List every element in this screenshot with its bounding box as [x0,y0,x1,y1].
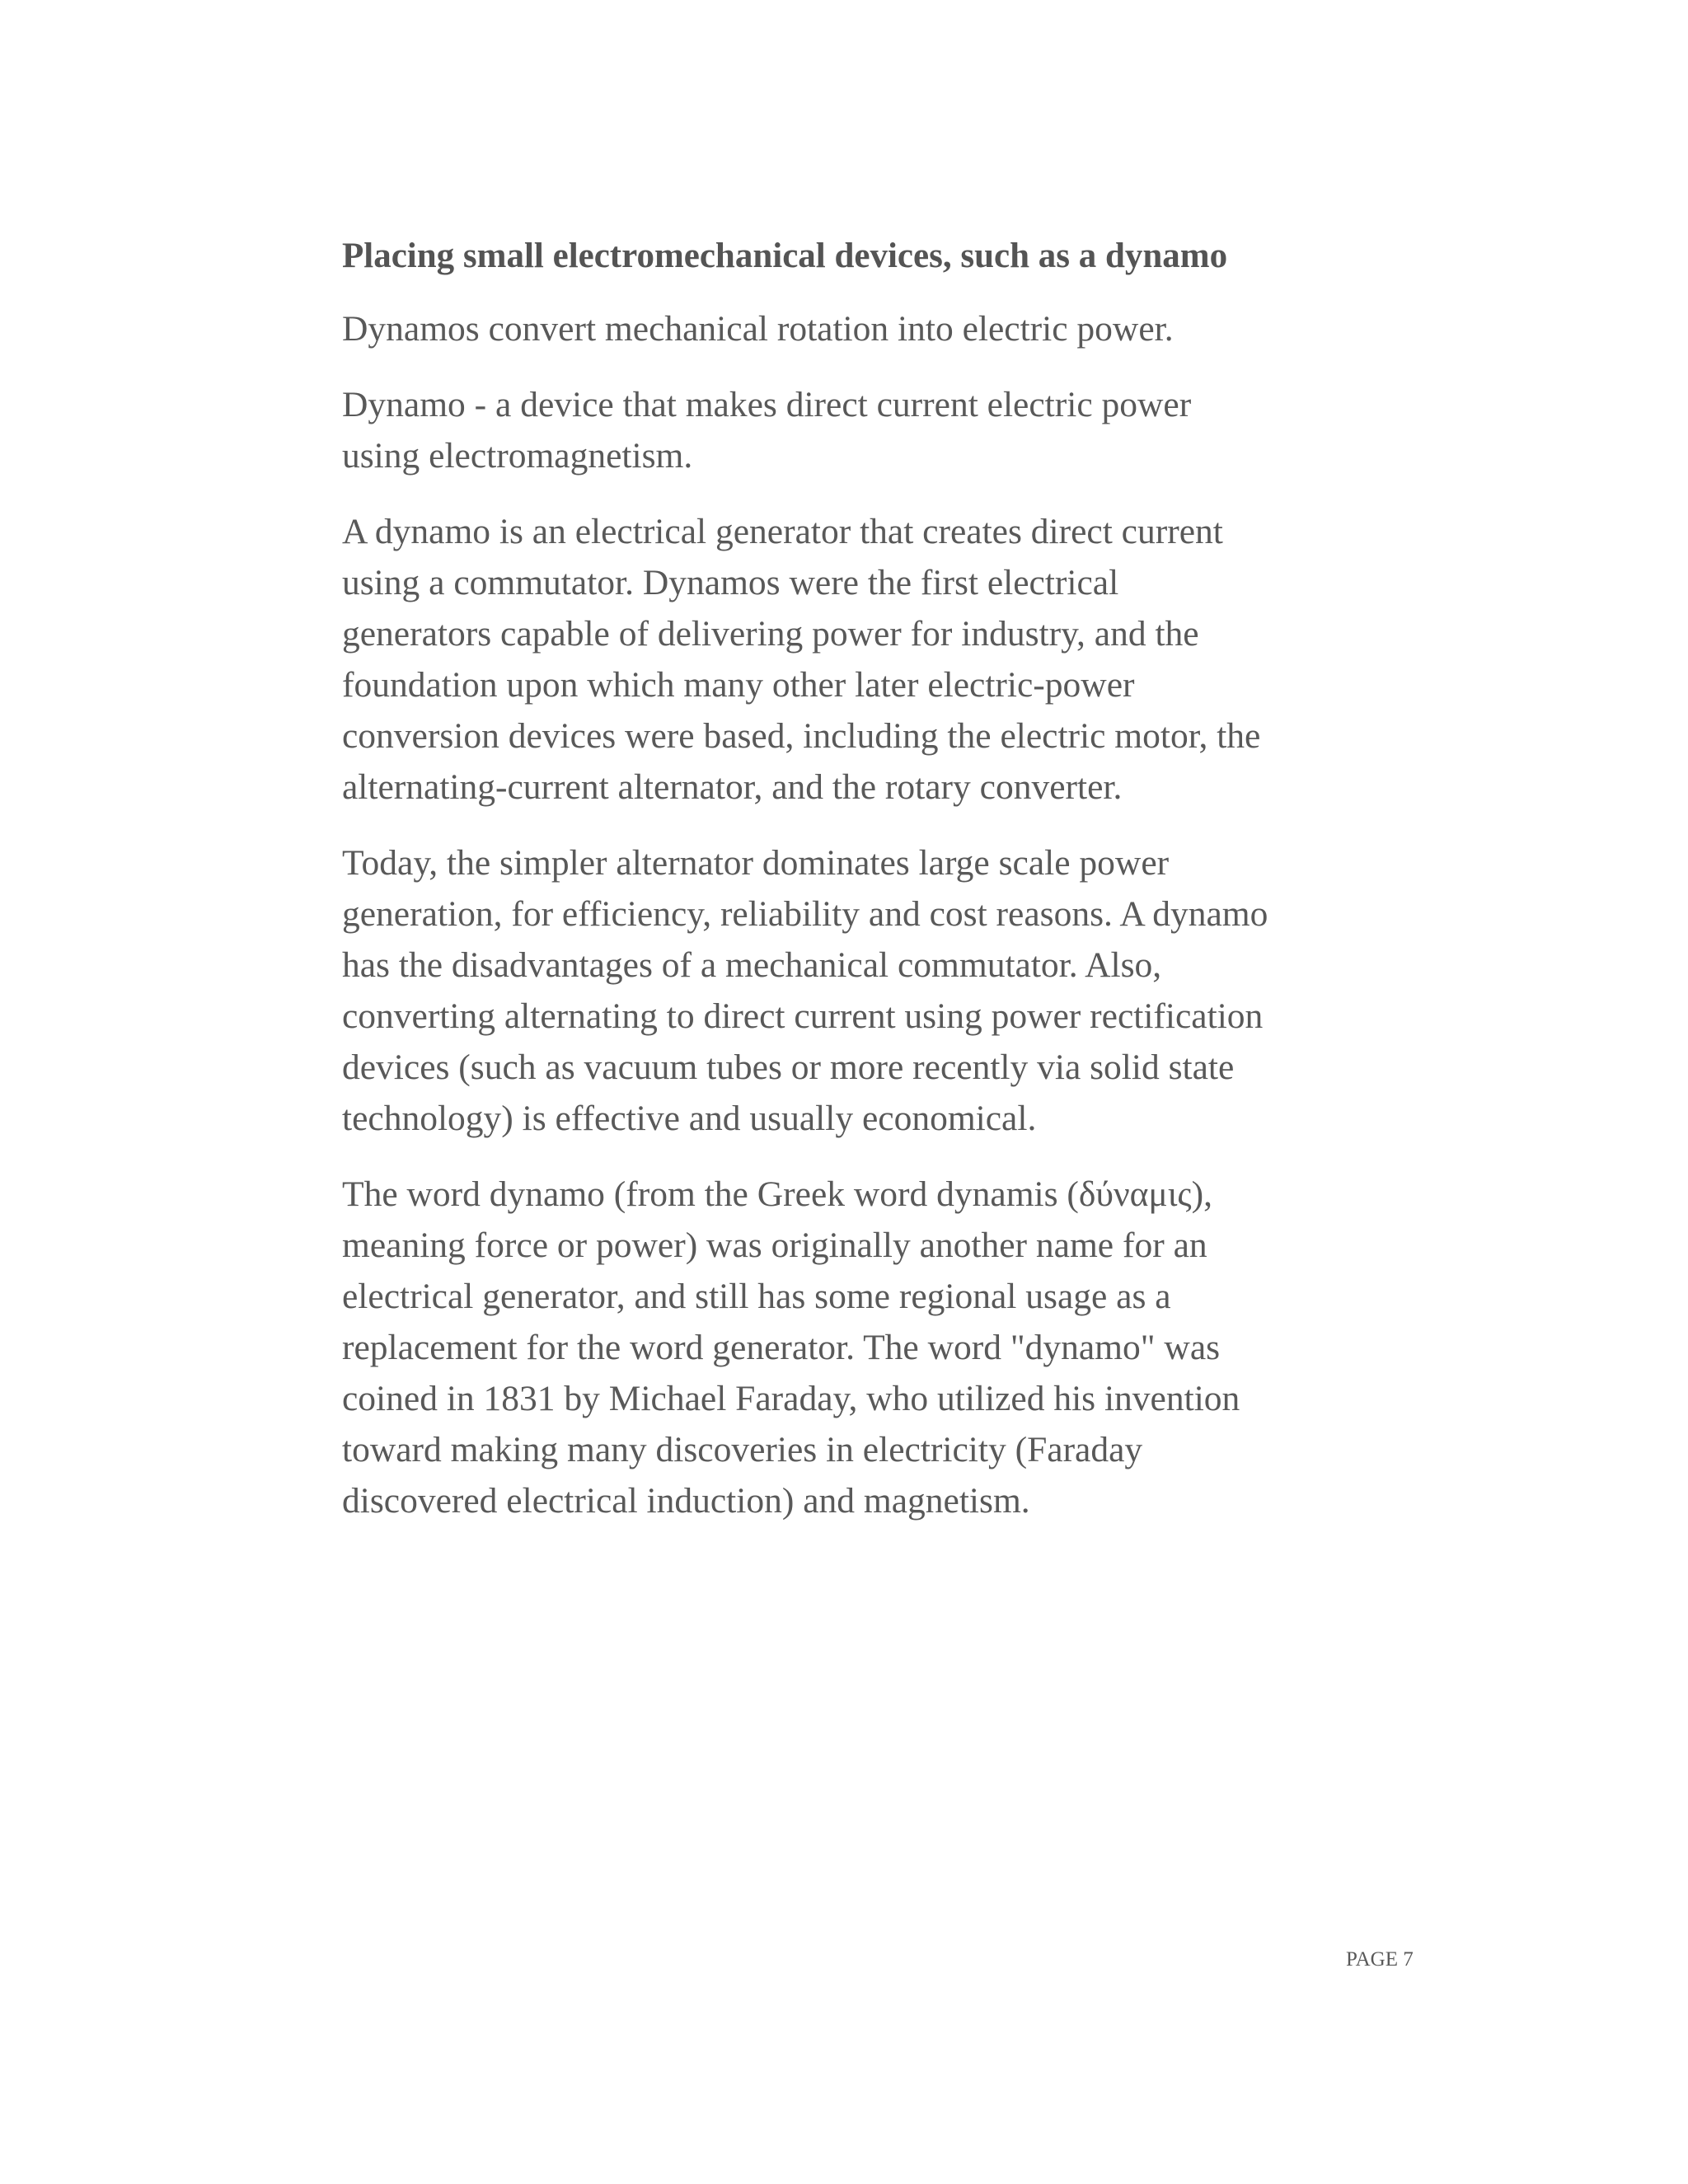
text-line: Dynamo - a device that makes direct current electric power [342,385,1192,424]
text-line: technology) is effective and usually economical. [342,1099,1037,1138]
text-line: electrical generator, and still has some regional usage as a [342,1277,1171,1316]
text-line: generation, for efficiency, reliability and cost reasons. A dynamo [342,894,1268,934]
text-line: A dynamo is an electrical generator that creates direct current [342,512,1223,551]
page-content [342,231,1438,1551]
text-line: generators capable of delivering power for industry, and the [342,614,1199,654]
page-number: PAGE 7 [1346,1948,1414,1971]
paragraph-intro [342,303,1438,354]
text-line: foundation upon which many other later electric-power [342,665,1135,705]
text-line: replacement for the word generator. The word "dynamo" was [342,1328,1221,1367]
paragraph-generator [342,506,1438,813]
text-line: Dynamos convert mechanical rotation into electric power. [342,309,1174,349]
text-line: conversion devices were based, including the electric motor, the [342,716,1261,756]
text-line: alternating-current alternator, and the rotary converter. [342,767,1123,807]
text-line: The word dynamo (from the Greek word dynamis (δύναμις), [342,1174,1213,1214]
text-line: Today, the simpler alternator dominates large scale power [342,843,1170,883]
text-line: devices (such as vacuum tubes or more recently via solid state [342,1047,1235,1087]
text-line: has the disadvantages of a mechanical commutator. Also, [342,945,1162,985]
text-line: converting alternating to direct current using power rectification [342,996,1264,1036]
text-line: discovered electrical induction) and magnetism. [342,1481,1030,1521]
paragraph-today [342,837,1438,1144]
text-line: coined in 1831 by Michael Faraday, who utilized his invention [342,1379,1240,1418]
paragraph-etymology [342,1169,1438,1526]
paragraph-definition [342,379,1438,481]
text-line: toward making many discoveries in electricity (Faraday [342,1430,1143,1469]
section-heading: Placing small electromechanical devices, such as a dynamo [342,237,1228,275]
text-line: using a commutator. Dynamos were the first electrical [342,563,1119,602]
text-line: using electromagnetism. [342,436,693,476]
text-line: meaning force or power) was originally another name for an [342,1226,1207,1265]
